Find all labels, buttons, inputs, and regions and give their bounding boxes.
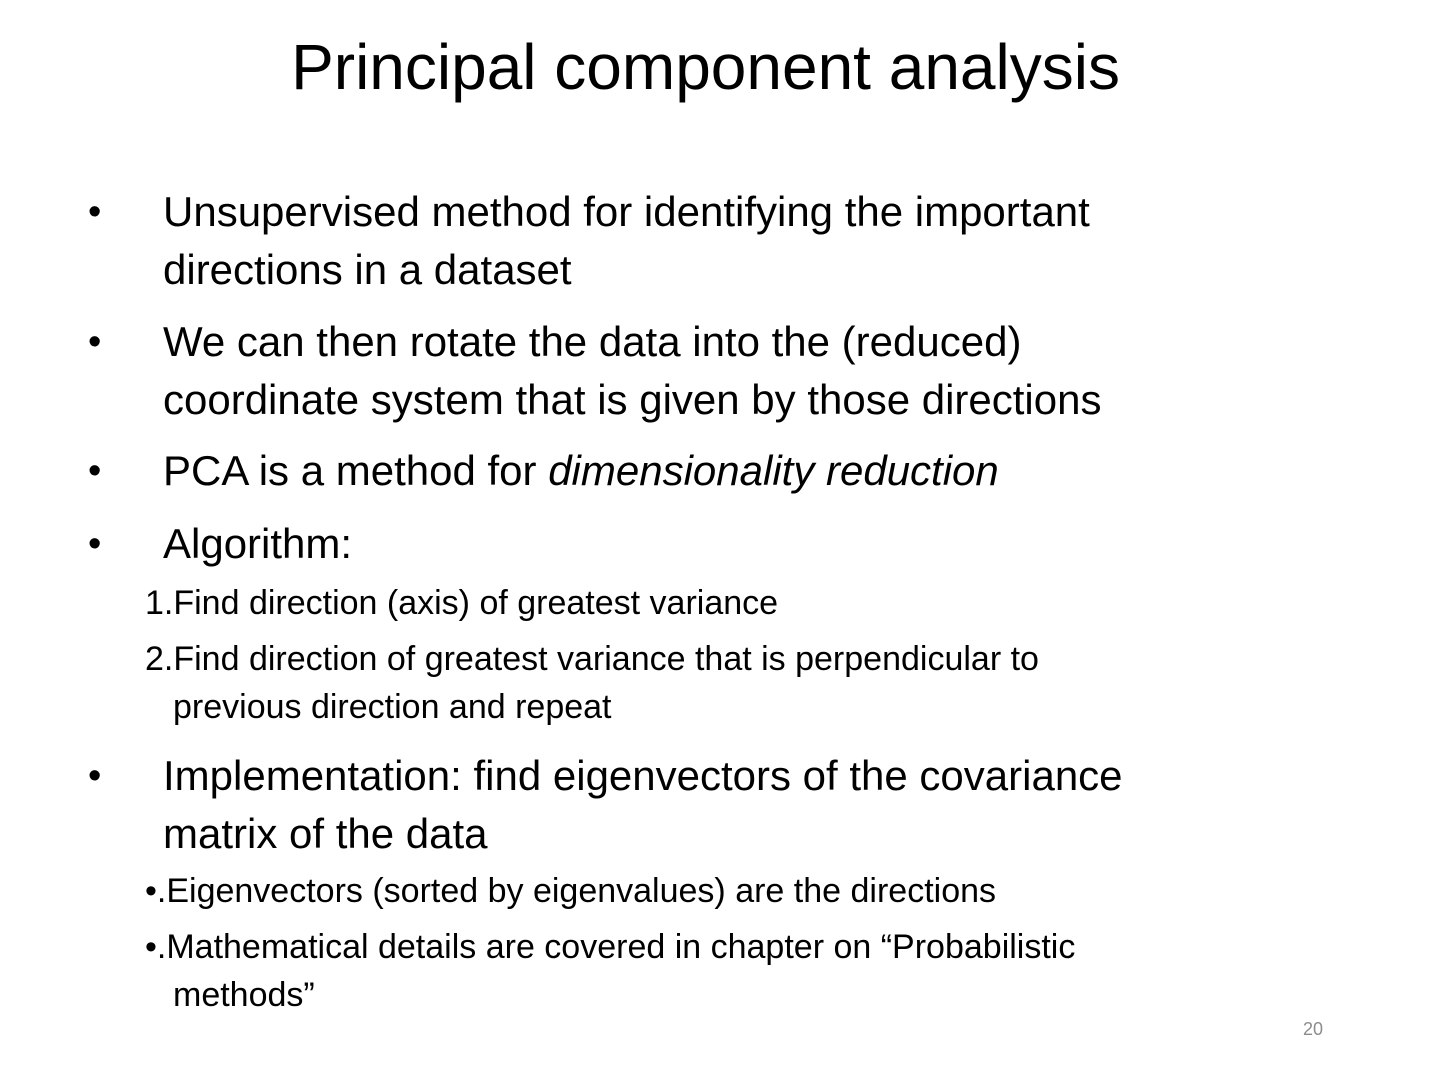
algorithm-step-2 [145,635,1295,731]
step-line: previous direction and repeat [173,688,612,726]
note-line: •.Eigenvectors (sorted by eigenvalues) are the directions [145,872,997,910]
note-line: methods” [173,976,315,1014]
bullet-marker: • [88,321,102,363]
bullet-marker: • [88,523,102,565]
implementation-note-1 [145,867,1295,915]
step-line: 2.Find direction of greatest variance that is perpendicular to [145,640,1039,678]
bullet-text [163,442,1313,500]
implementation-note-2 [145,923,1295,1019]
step-line: 1.Find direction (axis) of greatest variance [145,584,779,622]
bullet-marker: • [88,191,102,233]
bullet-text [163,313,1313,429]
bullet-line: matrix of the data [163,810,488,857]
bullet-prefix: PCA is a method for [163,447,549,494]
algorithm-step-1 [145,579,1295,627]
bullet-line: Implementation: find eigenvectors of the covariance [163,752,1123,799]
bullet-text [163,183,1313,299]
bullet-line: Unsupervised method for identifying the important [163,188,1090,235]
page-number: 20 [1303,1019,1324,1039]
note-line: •.Mathematical details are covered in chapter on “Probabilistic [145,928,1076,966]
bullet-marker: • [88,755,102,797]
bullet-line: We can then rotate the data into the (reduced) [163,318,1022,365]
bullet-text: Algorithm: [163,520,353,567]
bullet-marker: • [88,450,102,492]
bullet-emphasis: dimensionality reduction [548,447,999,494]
bullet-text [163,747,1313,863]
slide-title: Principal component analysis [291,31,1120,103]
bullet-line: directions in a dataset [163,246,572,293]
bullet-line: coordinate system that is given by those directions [163,376,1102,423]
